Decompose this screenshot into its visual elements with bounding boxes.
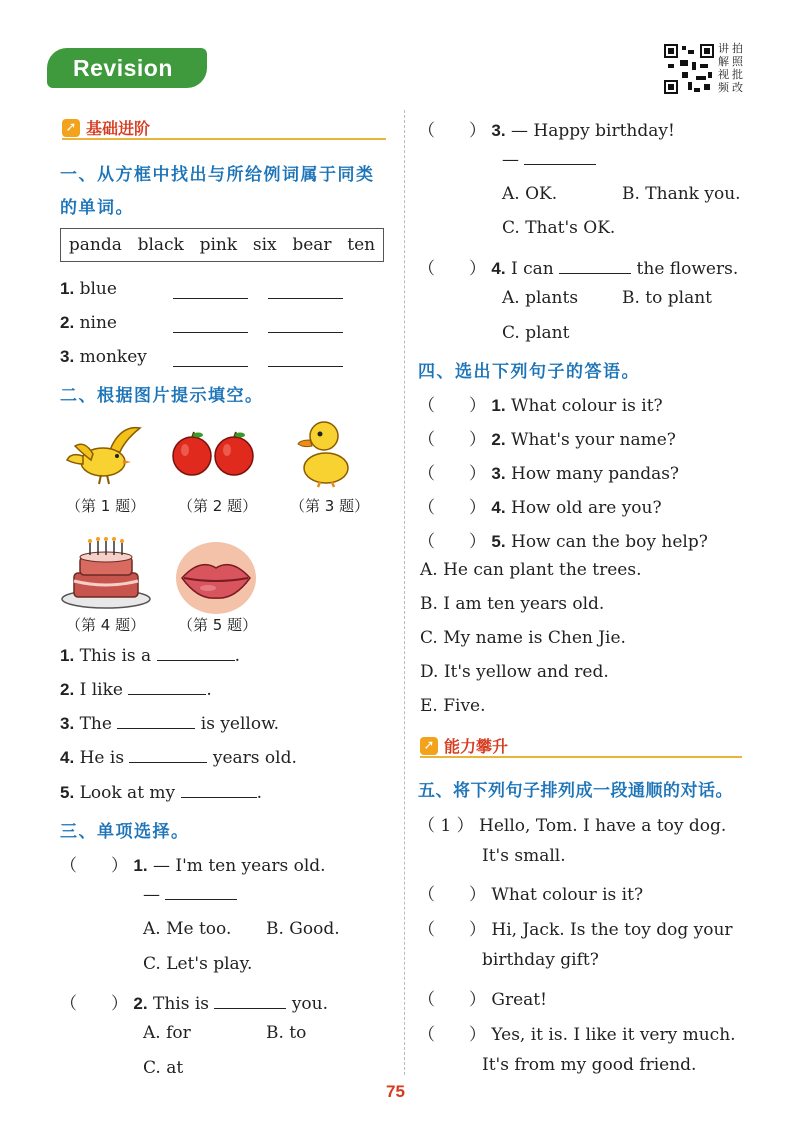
page-number: 75 bbox=[386, 1082, 405, 1101]
word-option: panda bbox=[68, 235, 122, 255]
column-divider bbox=[404, 110, 405, 1075]
section-advanced-title: 能力攀升 bbox=[444, 737, 509, 756]
answer-option: A. He can plant the trees. bbox=[420, 560, 642, 580]
part2-item: 2. I like . bbox=[60, 680, 212, 700]
option-a: A. for bbox=[143, 1023, 191, 1043]
part2-item: 5. Look at my . bbox=[60, 783, 262, 803]
qr-label: 拍 bbox=[732, 42, 743, 55]
dialogue-line: （ ） Yes, it is. I like it very much. bbox=[418, 1025, 736, 1045]
picture-caption: （第 1 题） bbox=[66, 497, 146, 515]
answer-paren[interactable]: （ ） bbox=[60, 856, 128, 876]
answer-paren[interactable]: （ ） bbox=[418, 498, 486, 518]
answer-paren[interactable]: （ ） bbox=[60, 994, 128, 1014]
part1-instruction: 一、从方框中找出与所给例词属于同类 bbox=[60, 165, 375, 185]
picture-caption: （第 5 题） bbox=[178, 616, 258, 634]
section-advanced bbox=[420, 734, 508, 757]
part3-instruction: 三、单项选择。 bbox=[60, 822, 190, 842]
answer-paren[interactable]: （ ） bbox=[418, 121, 486, 141]
word-box bbox=[60, 228, 384, 262]
qr-label: 批 bbox=[732, 68, 743, 81]
answer-paren[interactable]: （ ） bbox=[418, 259, 486, 279]
answer-blank[interactable] bbox=[173, 366, 248, 367]
order-paren[interactable]: （ ） bbox=[418, 885, 486, 905]
option-c: C. That's OK. bbox=[502, 218, 616, 238]
answer-blank[interactable] bbox=[268, 332, 343, 333]
option-c: C. at bbox=[143, 1058, 184, 1078]
qr-label: 频 bbox=[718, 81, 729, 94]
part4-question: （ ） 2. What's your name? bbox=[418, 430, 676, 450]
option-b: B. to bbox=[266, 1023, 307, 1043]
part3-q3-dash: — bbox=[502, 150, 596, 170]
option-b: B. Thank you. bbox=[622, 184, 741, 204]
dialogue-line: （ ） What colour is it? bbox=[418, 885, 644, 905]
option-c: C. plant bbox=[502, 323, 570, 343]
part3-q2: （ ） 2. This is you. bbox=[60, 994, 329, 1014]
order-paren[interactable]: （ ） bbox=[418, 1025, 486, 1045]
revision-title: Revision bbox=[47, 48, 207, 88]
running-icon: ➚ bbox=[62, 119, 80, 137]
dialogue-line-cont: It's from my good friend. bbox=[482, 1055, 697, 1075]
word-option: bear bbox=[292, 235, 332, 255]
part1-item: 3. monkey bbox=[60, 347, 147, 367]
part3-q1: （ ） 1. — I'm ten years old. bbox=[60, 856, 326, 876]
order-paren[interactable]: （ ） bbox=[418, 990, 486, 1010]
part1-item: 1. blue bbox=[60, 279, 117, 299]
part1-item: 2. nine bbox=[60, 313, 117, 333]
part2-item: 4. He is years old. bbox=[60, 748, 297, 768]
word-option: ten bbox=[347, 235, 376, 255]
picture-caption: （第 3 题） bbox=[290, 497, 370, 515]
dialogue-line-cont: birthday gift? bbox=[482, 950, 599, 970]
answer-option: B. I am ten years old. bbox=[420, 594, 605, 614]
part5-instruction: 五、将下列句子排列成一段通顺的对话。 bbox=[418, 781, 733, 801]
part4-question: （ ） 3. How many pandas? bbox=[418, 464, 680, 484]
picture-caption: （第 4 题） bbox=[66, 616, 146, 634]
running-icon: ➚ bbox=[420, 737, 438, 755]
qr-labels bbox=[718, 42, 748, 94]
section-underline bbox=[62, 138, 386, 140]
part4-question: （ ） 1. What colour is it? bbox=[418, 396, 663, 416]
part2-instruction: 二、根据图片提示填空。 bbox=[60, 386, 264, 406]
section-underline bbox=[420, 756, 742, 758]
duck-picture bbox=[292, 418, 354, 488]
word-option: six bbox=[252, 235, 277, 255]
section-basic bbox=[62, 116, 150, 139]
answer-option: E. Five. bbox=[420, 696, 486, 716]
part4-question: （ ） 5. How can the boy help? bbox=[418, 532, 708, 552]
option-c: C. Let's play. bbox=[143, 954, 253, 974]
part1-instruction-cont: 的单词。 bbox=[60, 198, 134, 218]
option-a: A. plants bbox=[502, 288, 579, 308]
part4-question: （ ） 4. How old are you? bbox=[418, 498, 662, 518]
part3-q3: （ ） 3. — Happy birthday! bbox=[418, 121, 675, 141]
picture-caption: （第 2 题） bbox=[178, 497, 258, 515]
option-b: B. Good. bbox=[266, 919, 340, 939]
part3-q4: （ ） 4. I can the flowers. bbox=[418, 259, 739, 279]
dialogue-line-cont: It's small. bbox=[482, 846, 566, 866]
option-b: B. to plant bbox=[622, 288, 713, 308]
order-paren[interactable]: （ ） bbox=[418, 920, 486, 940]
answer-paren[interactable]: （ ） bbox=[418, 430, 486, 450]
answer-paren[interactable]: （ ） bbox=[418, 464, 486, 484]
order-paren[interactable]: （ 1 ） bbox=[418, 816, 474, 836]
cake-picture bbox=[60, 537, 152, 609]
answer-option: D. It's yellow and red. bbox=[420, 662, 609, 682]
qr-label: 讲 bbox=[718, 42, 729, 55]
part3-q1-dash: — bbox=[143, 885, 237, 905]
section-basic-title: 基础进阶 bbox=[86, 119, 151, 138]
answer-blank[interactable] bbox=[268, 366, 343, 367]
answer-option: C. My name is Chen Jie. bbox=[420, 628, 626, 648]
word-option: pink bbox=[199, 235, 238, 255]
word-option: black bbox=[137, 235, 184, 255]
qr-label: 照 bbox=[732, 55, 743, 68]
qr-label: 改 bbox=[732, 81, 743, 94]
part4-instruction: 四、选出下列句子的答语。 bbox=[418, 362, 640, 382]
mouth-picture bbox=[174, 540, 258, 616]
option-a: A. Me too. bbox=[143, 919, 232, 939]
dialogue-line: （ ） Great! bbox=[418, 990, 547, 1010]
qr-label: 解 bbox=[718, 55, 729, 68]
qr-label: 视 bbox=[718, 68, 729, 81]
answer-blank[interactable] bbox=[173, 332, 248, 333]
answer-paren[interactable]: （ ） bbox=[418, 396, 486, 416]
dialogue-line: （ ） Hi, Jack. Is the toy dog your bbox=[418, 920, 733, 940]
answer-blank[interactable] bbox=[173, 298, 248, 299]
option-a: A. OK. bbox=[502, 184, 558, 204]
part2-item: 1. This is a . bbox=[60, 646, 240, 666]
part2-item: 3. The is yellow. bbox=[60, 714, 280, 734]
answer-blank[interactable] bbox=[268, 298, 343, 299]
bird-picture bbox=[65, 420, 143, 488]
answer-paren[interactable]: （ ） bbox=[418, 532, 486, 552]
qr-code-icon bbox=[664, 44, 714, 94]
dialogue-line: （ 1 ） Hello, Tom. I have a toy dog. bbox=[418, 816, 727, 836]
apples-picture bbox=[170, 430, 258, 478]
